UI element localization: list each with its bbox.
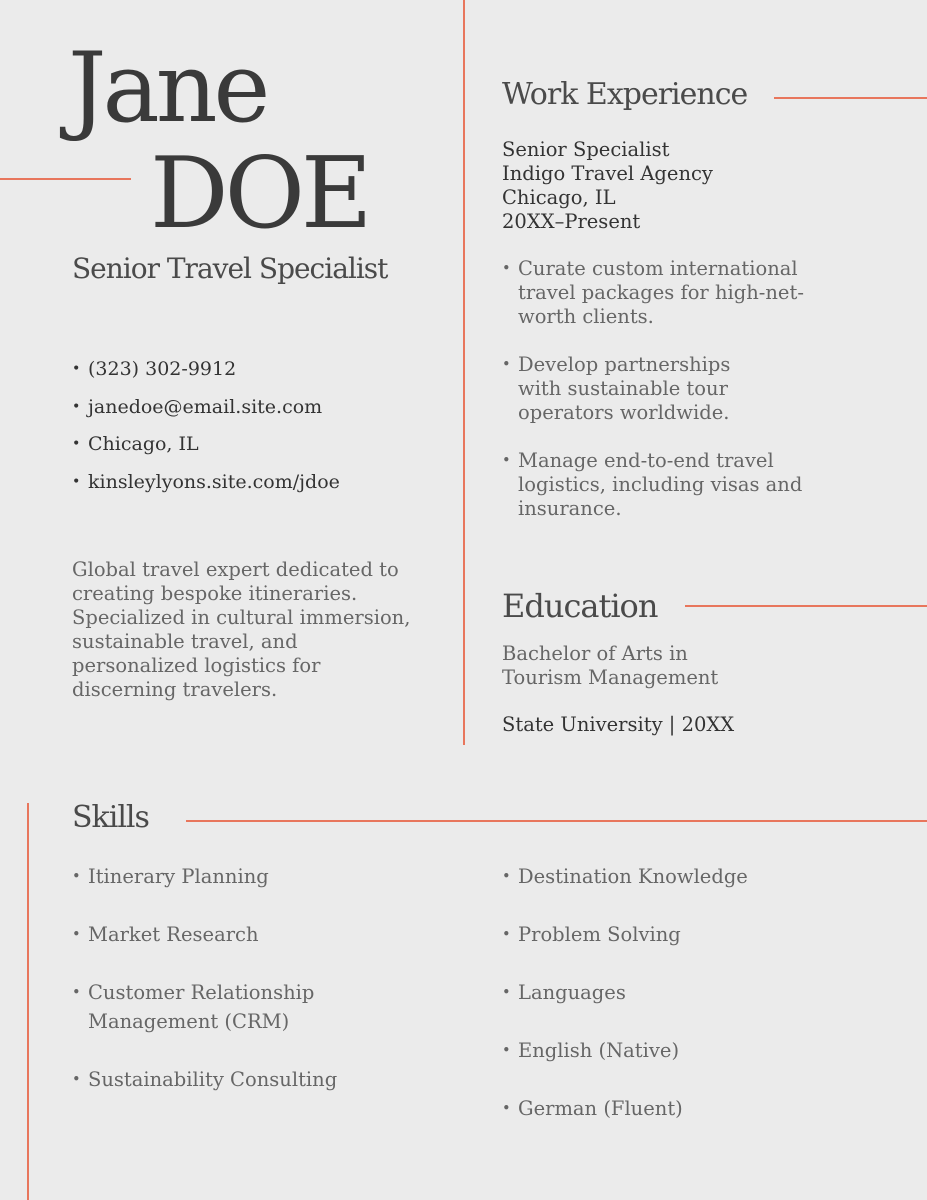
first-name: Jane <box>68 32 267 144</box>
job-dates: 20XX–Present <box>502 210 641 233</box>
skill-item: • Languages <box>502 978 882 1007</box>
work-experience-heading: Work Experience <box>502 77 748 112</box>
skills-left-list <box>72 862 372 1123</box>
skill-item: • German (Fluent) <box>502 1094 882 1123</box>
job-role: Senior Specialist <box>502 138 670 161</box>
education-heading-line <box>685 605 927 607</box>
last-name: DOE <box>150 137 369 251</box>
skills-heading-line <box>186 820 927 822</box>
skill-item: • Market Research <box>72 920 372 949</box>
education-degree: Bachelor of Arts in Tourism Management <box>502 642 719 689</box>
job-bullet-list <box>502 257 902 545</box>
column-divider-line <box>463 0 465 745</box>
job-bullet: • Curate custom international travel packages for high-net-worth clients. <box>502 257 848 329</box>
contact-phone[interactable]: • (323) 302-9912 <box>72 356 340 394</box>
education-school: State University | 20XX <box>502 713 735 736</box>
skill-item: • Sustainability Consulting <box>72 1065 372 1094</box>
contact-email[interactable]: • janedoe@email.site.com <box>72 394 340 432</box>
work-heading-line <box>774 97 927 99</box>
contact-location: • Chicago, IL <box>72 431 340 469</box>
job-details <box>502 138 713 234</box>
education-heading: Education <box>502 587 658 625</box>
profile-summary: Global travel expert dedicated to creating bespoke itineraries. Specialized in cultural immersion, sustainable travel, and personalized logistics for discerning travelers. <box>72 558 411 701</box>
job-title: Senior Travel Specialist <box>72 252 388 285</box>
skill-item: • Itinerary Planning <box>72 862 372 891</box>
job-bullet: • Manage end-to-end travel logistics, including visas and insurance. <box>502 449 818 521</box>
name-accent-line <box>0 178 131 180</box>
job-bullet: • Develop partnerships with sustainable tour operators worldwide. <box>502 353 768 425</box>
job-location: Chicago, IL <box>502 186 616 209</box>
job-company: Indigo Travel Agency <box>502 162 713 185</box>
skill-item: • Customer Relationship Management (CRM) <box>72 978 348 1036</box>
skills-heading: Skills <box>72 800 149 835</box>
contact-list <box>72 356 340 506</box>
skill-item: • Destination Knowledge <box>502 862 882 891</box>
skill-item: • English (Native) <box>502 1036 882 1065</box>
skills-side-line <box>27 803 29 1200</box>
skill-item: • Problem Solving <box>502 920 882 949</box>
skills-right-list <box>502 862 882 1152</box>
contact-website[interactable]: • kinsleylyons.site.com/jdoe <box>72 469 340 507</box>
